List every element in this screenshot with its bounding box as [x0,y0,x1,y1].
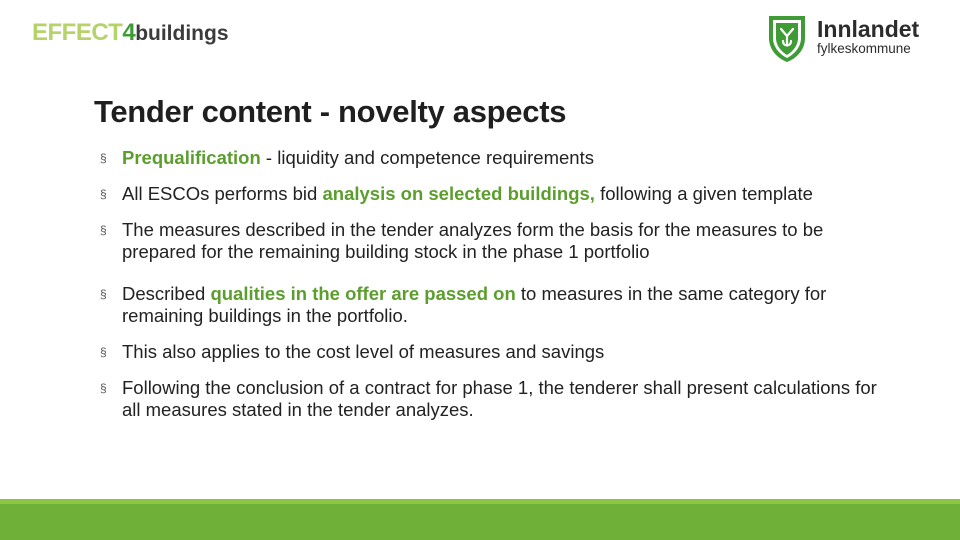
bullet-text: The measures described in the tender analyzes form the basis for the measures to be prepared for the remaining building stock in the phase 1 portfolio [122,219,824,262]
highlighted-text: qualities in the offer are passed on [210,283,516,304]
bullet-text: - liquidity and competence requirements [260,147,594,168]
bullet-item [100,219,890,263]
bullet-marker: § [100,223,107,237]
footer-bar-dark [0,504,960,540]
bullet-text: Described [122,283,211,304]
bullet-item [100,283,890,327]
effect4buildings-logo [32,18,229,49]
coat-of-arms-icon [767,14,807,64]
bullet-item [100,341,890,363]
logo-subtitle: fylkeskommune [817,41,911,56]
logo-text-4: 4 [122,19,136,46]
bullet-marker: § [100,287,107,301]
logo-name: Innlandet [817,16,920,42]
bullet-text: Following the conclusion of a contract for phase 1, the tenderer shall present calculations for all measures stated in the tender analyzes. [122,377,877,420]
bullet-item [100,147,890,169]
bullet-text: to measures in the same category for remaining buildings in the portfolio. [122,283,827,326]
bullet-text: following a given template [594,183,813,204]
bullet-marker: § [100,345,107,359]
bullet-item [100,183,890,205]
highlighted-text: analysis on selected buildings, [322,183,595,204]
logo-text-buildings: buildings [135,22,229,45]
bullet-text: This also applies to the cost level of measures and savings [122,341,605,362]
bullet-marker: § [100,151,107,165]
slide-title: Tender content - novelty aspects [94,94,567,129]
bullet-text: All ESCOs performs bid [122,183,323,204]
highlighted-text: Prequalification [122,147,261,168]
bullet-marker: § [100,381,107,395]
bullet-list [100,147,890,421]
bullet-item [100,377,890,421]
innlandet-logo [767,14,937,66]
bullet-marker: § [100,187,107,201]
logo-text-effect: EFFECT [32,19,123,46]
